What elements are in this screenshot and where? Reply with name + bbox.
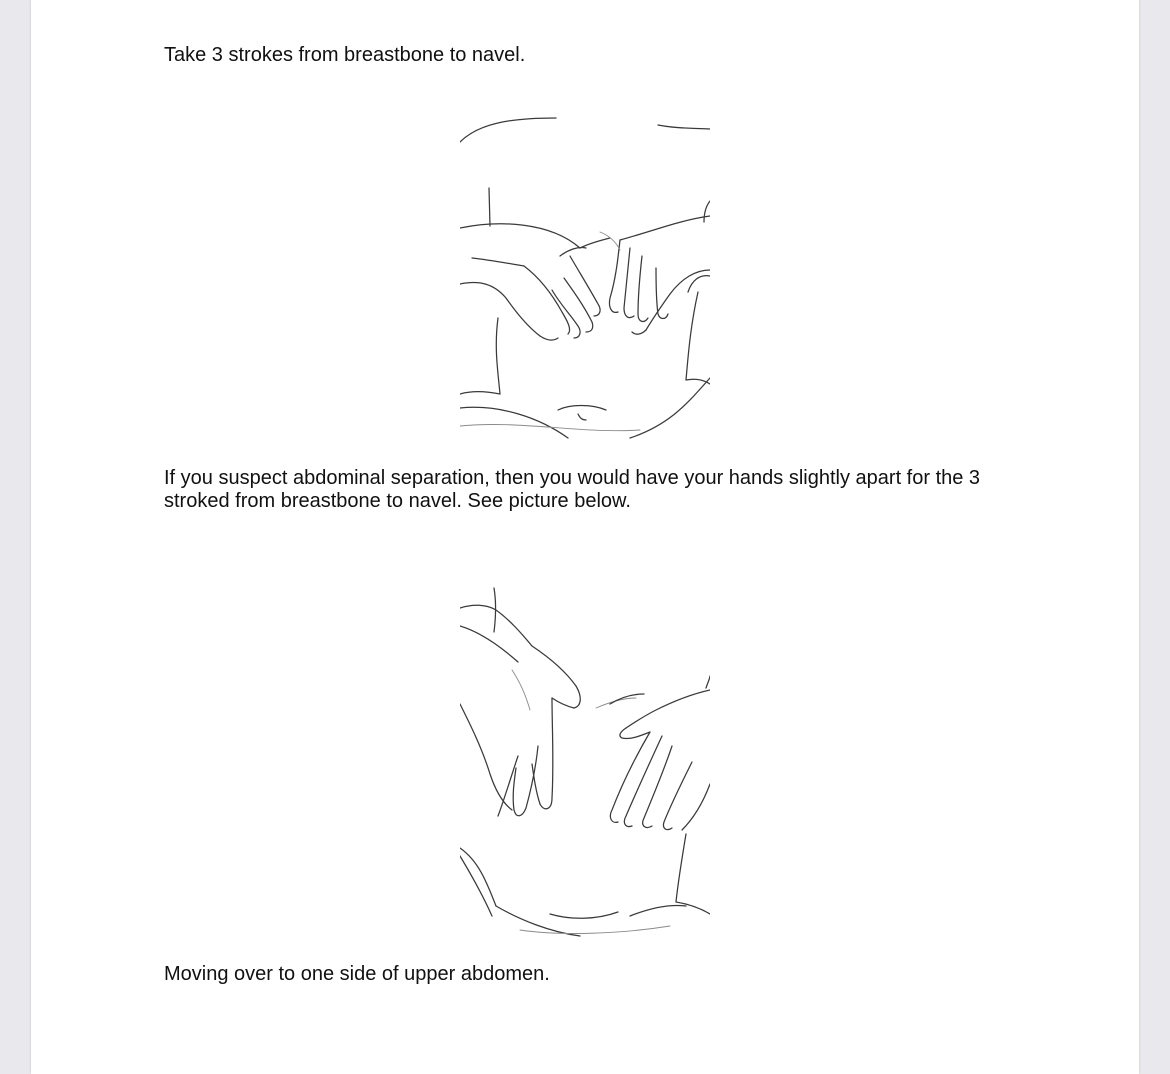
instruction-text-upper-abdomen: Moving over to one side of upper abdomen. xyxy=(164,963,550,985)
illustration-hands-apart xyxy=(460,586,710,938)
document-page xyxy=(31,0,1139,1074)
sketch-hands-together-icon xyxy=(460,108,710,443)
sketch-hands-apart-icon xyxy=(460,586,710,938)
instruction-text-separation: If you suspect abdominal separation, then you would have your hands slightly apart for the 3 stroked from breastbone to navel. See picture below. xyxy=(164,467,981,512)
illustration-hands-together xyxy=(460,108,710,443)
instruction-text-strokes: Take 3 strokes from breastbone to navel. xyxy=(164,44,526,66)
